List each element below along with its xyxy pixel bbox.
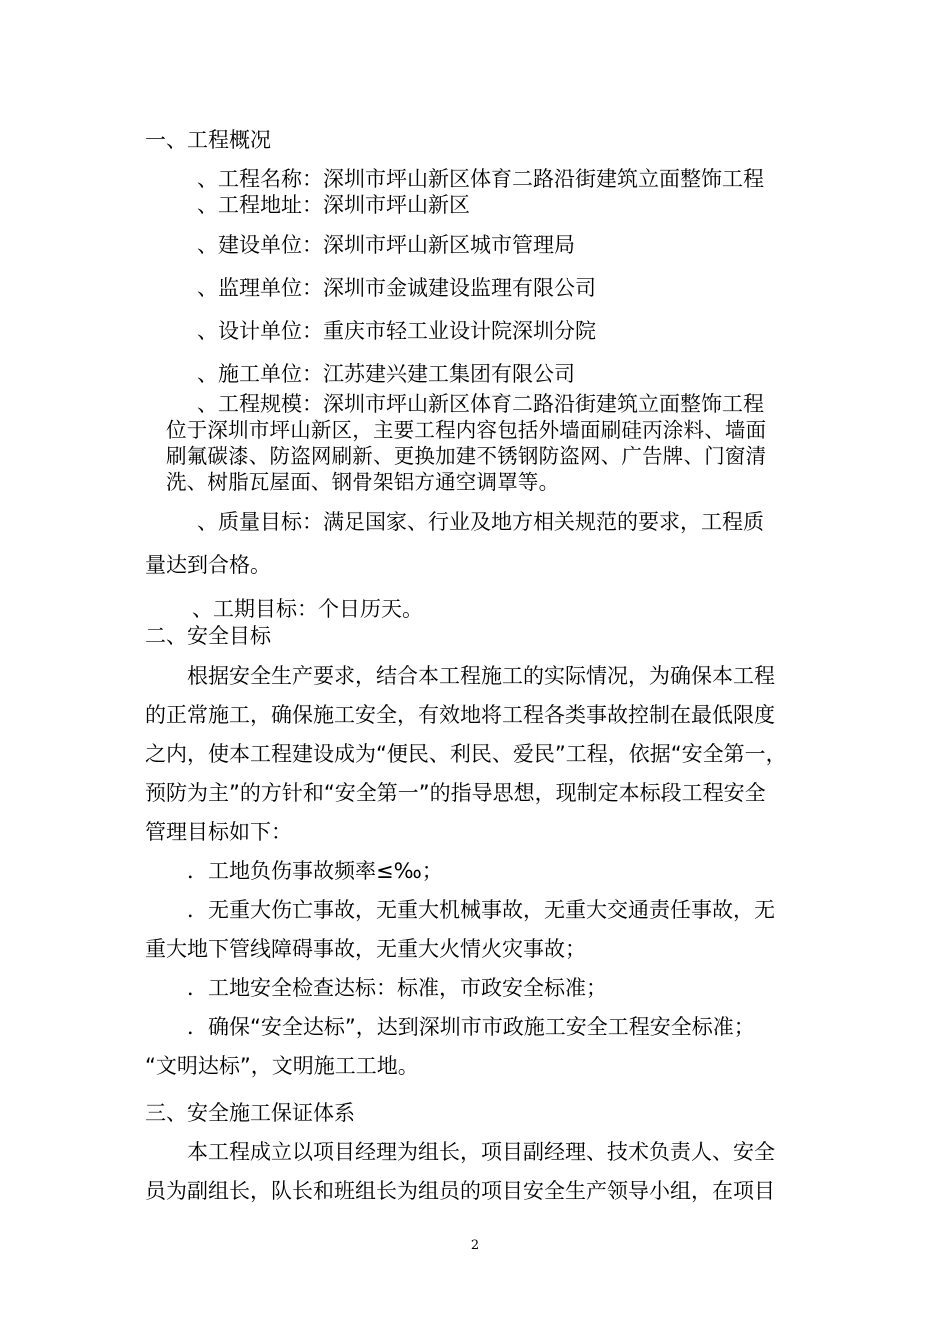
- project-scale-line-4: 洗、树脂瓦屋面、钢骨架铝方通空调罩等。: [166, 470, 560, 494]
- safety-target-3: ．工地安全检查达标：标准，市政安全标准；: [187, 976, 607, 1000]
- system-para-line-1: 本工程成立以项目经理为组长，项目副经理、技术负责人、安全: [187, 1140, 775, 1164]
- contractor-unit: 、施工单位：江苏建兴建工集团有限公司: [197, 362, 575, 386]
- quality-target-line-2: 量达到合格。: [145, 553, 271, 577]
- page-number: 2: [470, 1238, 480, 1253]
- design-unit: 、设计单位：重庆市轻工业设计院深圳分院: [197, 319, 596, 343]
- safety-target-4: ．确保“安全达标”，达到深圳市市政施工安全工程安全标准；: [187, 1015, 755, 1039]
- section-heading-system: 三、安全施工保证体系: [145, 1101, 355, 1125]
- project-scale-line-2: 位于深圳市坪山新区，主要工程内容包括外墙面刷硅丙涂料、墙面: [166, 418, 767, 442]
- safety-target-2: ．无重大伤亡事故，无重大机械事故，无重大交通责任事故，无: [187, 898, 775, 922]
- safety-para-line-4: 预防为主”的方针和“安全第一”的指导思想，现制定本标段工程安全: [145, 781, 766, 805]
- project-name: 、工程名称：深圳市坪山新区体育二路沿街建筑立面整饰工程: [197, 167, 764, 191]
- section-heading-overview: 一、工程概况: [145, 128, 271, 152]
- safety-para-line-3: 之内，使本工程建设成为“便民、利民、爱民”工程，依据“安全第一，: [145, 742, 787, 766]
- project-scale-line-3: 刷氟碳漆、防盗网刷新、更换加建不锈钢防盗网、广告牌、门窗清: [166, 444, 767, 468]
- safety-para-line-2: 的正常施工，确保施工安全，有效地将工程各类事故控制在最低限度: [145, 703, 775, 727]
- safety-target-2-line-2: 重大地下管线障碍事故，无重大火情火灾事故；: [145, 937, 586, 961]
- safety-target-1: ．工地负伤事故频率≤‰；: [187, 859, 443, 883]
- quality-target: 、质量目标：满足国家、行业及地方相关规范的要求，工程质: [197, 510, 764, 534]
- safety-para-line-5: 管理目标如下：: [145, 820, 292, 844]
- safety-para-line-1: 根据安全生产要求，结合本工程施工的实际情况，为确保本工程: [187, 664, 775, 688]
- period-target: 、工期目标：个日历天。: [192, 597, 423, 621]
- construction-unit: 、建设单位：深圳市坪山新区城市管理局: [197, 233, 575, 257]
- supervision-unit: 、监理单位：深圳市金诚建设监理有限公司: [197, 276, 596, 300]
- project-address: 、工程地址：深圳市坪山新区: [197, 193, 470, 217]
- section-heading-safety-goal: 二、安全目标: [145, 624, 271, 648]
- safety-target-4-line-2: “文明达标”，文明施工工地。: [145, 1054, 419, 1078]
- project-scale: 、工程规模：深圳市坪山新区体育二路沿街建筑立面整饰工程: [197, 392, 764, 416]
- system-para-line-2: 员为副组长，队长和班组长为组员的项目安全生产领导小组，在项目: [145, 1179, 775, 1203]
